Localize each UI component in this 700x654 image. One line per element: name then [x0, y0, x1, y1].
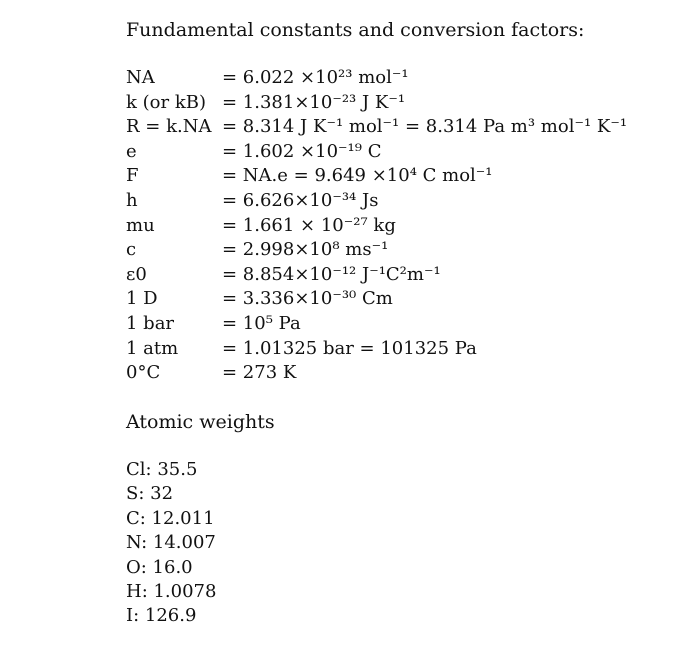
constant-symbol: 1 D	[126, 288, 158, 310]
constant-row	[126, 337, 686, 362]
constant-row	[126, 91, 686, 116]
constant-value: = 273 K	[222, 362, 297, 384]
constant-value: = 1.602 ×10⁻¹⁹ C	[222, 140, 382, 162]
constant-value: = 10⁵ Pa	[222, 312, 301, 334]
constant-row	[126, 238, 686, 263]
constant-value: = 1.01325 bar = 101325 Pa	[222, 337, 477, 359]
atomic-weights-heading: Atomic weights	[126, 411, 275, 433]
constant-symbol: R = k.NA	[126, 116, 212, 138]
constant-symbol: ε0	[126, 263, 147, 285]
atomic-weight-item: I: 126.9	[126, 605, 197, 627]
constant-value: = 3.336×10⁻³⁰ Cm	[222, 288, 393, 310]
constant-row	[126, 189, 686, 214]
atomic-weights-list	[126, 458, 216, 629]
constant-symbol: e	[126, 140, 137, 162]
constant-symbol: F	[126, 165, 139, 187]
constant-row	[126, 287, 686, 312]
constant-row	[126, 214, 686, 239]
constants-heading: Fundamental constants and conversion factors:	[126, 19, 585, 41]
constant-value: = 6.626×10⁻³⁴ Js	[222, 189, 379, 211]
constant-symbol: 1 atm	[126, 337, 179, 359]
constant-row	[126, 312, 686, 337]
constant-value: = 8.314 J K⁻¹ mol⁻¹ = 8.314 Pa m³ mol⁻¹ K⁻¹	[222, 116, 628, 138]
constant-value: = 1.661 × 10⁻²⁷ kg	[222, 214, 396, 236]
atomic-weight-item: Cl: 35.5	[126, 459, 198, 480]
atomic-weight-item: N: 14.007	[126, 532, 216, 554]
constants-table	[126, 66, 686, 386]
constant-row	[126, 164, 686, 189]
constant-symbol: NA	[126, 67, 155, 88]
constant-value: = 2.998×10⁸ ms⁻¹	[222, 239, 389, 261]
constant-symbol: 1 bar	[126, 312, 175, 334]
atomic-weight-item: H: 1.0078	[126, 581, 217, 603]
atomic-weight-item: S: 32	[126, 483, 174, 505]
atomic-weight-item: O: 16.0	[126, 556, 193, 578]
constant-value: = 1.381×10⁻²³ J K⁻¹	[222, 91, 406, 113]
atomic-weight-item: C: 12.011	[126, 507, 215, 529]
constant-row	[126, 361, 686, 386]
constant-row	[126, 263, 686, 288]
constant-row	[126, 66, 686, 91]
constant-row	[126, 115, 686, 140]
constant-symbol: k (or kB)	[126, 91, 206, 113]
constant-value: = 8.854×10⁻¹² J⁻¹C²m⁻¹	[222, 263, 441, 285]
constant-value: = NA.e = 9.649 ×10⁴ C mol⁻¹	[222, 165, 493, 187]
constant-symbol: h	[126, 189, 138, 211]
constant-row	[126, 140, 686, 165]
constant-symbol: mu	[126, 214, 155, 236]
constant-value: = 6.022 ×10²³ mol⁻¹	[222, 67, 409, 88]
constant-symbol: c	[126, 239, 137, 261]
constant-symbol: 0°C	[126, 362, 161, 384]
